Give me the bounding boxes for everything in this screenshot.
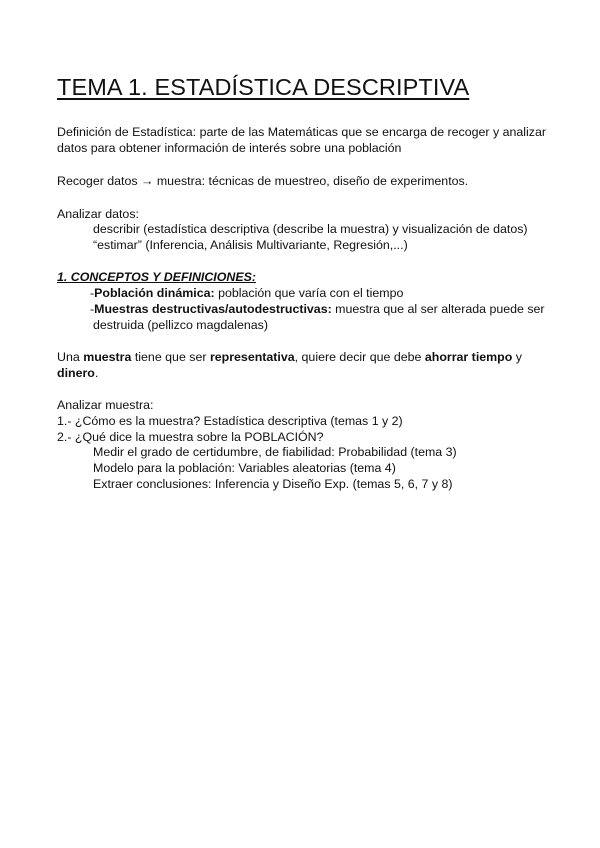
text-run: , quiere decir que debe: [294, 350, 425, 364]
subitem-inferencia: Extraer conclusiones: Inferencia y Diseño Exp. (temas 5, 6, 7 y 8): [93, 477, 453, 491]
definition-poblacion-dinamica: [90, 285, 403, 301]
bullet-dash: -: [90, 302, 95, 316]
muestra-paragraph-line-1: [57, 349, 522, 365]
bullet-dash: -: [90, 286, 95, 300]
text-run: .: [94, 366, 99, 380]
bold-dinero: dinero: [57, 366, 95, 380]
recoger-datos-line: Recoger datos → muestra: técnicas de muestreo, diseño de experimentos.: [57, 174, 469, 188]
definition-text: muestra que al ser alterada puede ser: [331, 302, 545, 316]
text-run: y: [512, 350, 522, 364]
text-run: Una: [57, 350, 84, 364]
definition-muestras-continuation: destruida (pellizco magdalenas): [93, 318, 268, 332]
term-muestras-destructivas: Muestras destructivas/autodestructivas:: [94, 302, 332, 316]
subitem-variables-aleatorias: Modelo para la población: Variables aleatorias (tema 4): [93, 461, 396, 475]
analizar-datos-heading: Analizar datos:: [57, 207, 139, 221]
bold-muestra: muestra: [83, 350, 132, 364]
term-poblacion-dinamica: Población dinámica:: [94, 286, 215, 300]
definition-muestras-destructivas: [90, 301, 545, 317]
analizar-datos-item-describir: describir (estadística descriptiva (describe la muestra) y visualización de datos): [93, 222, 528, 236]
page-title: TEMA 1. ESTADÍSTICA DESCRIPTIVA: [57, 74, 470, 100]
bold-ahorrar-tiempo: ahorrar tiempo: [424, 350, 513, 364]
muestra-paragraph-line-2: [57, 365, 98, 381]
bold-representativa: representativa: [209, 350, 295, 364]
subitem-probabilidad: Medir el grado de certidumbre, de fiabilidad: Probabilidad (tema 3): [93, 445, 457, 459]
question-1: 1.- ¿Cómo es la muestra? Estadística descriptiva (temas 1 y 2): [57, 414, 403, 428]
question-2: 2.- ¿Qué dice la muestra sobre la POBLACIÓN?: [57, 430, 324, 444]
analizar-muestra-heading: Analizar muestra:: [57, 398, 154, 412]
definition-line-1: Definición de Estadística: parte de las Matemáticas que se encarga de recoger y analizar: [57, 125, 547, 139]
definition-text: población que varía con el tiempo: [214, 286, 404, 300]
analizar-datos-item-estimar: “estimar” (Inferencia, Análisis Multivariante, Regresión,...): [93, 238, 408, 252]
text-run: tiene que ser: [131, 350, 210, 364]
definition-line-2: datos para obtener información de interés sobre una población: [57, 141, 402, 155]
section-heading-conceptos: 1. CONCEPTOS Y DEFINICIONES:: [57, 270, 256, 284]
